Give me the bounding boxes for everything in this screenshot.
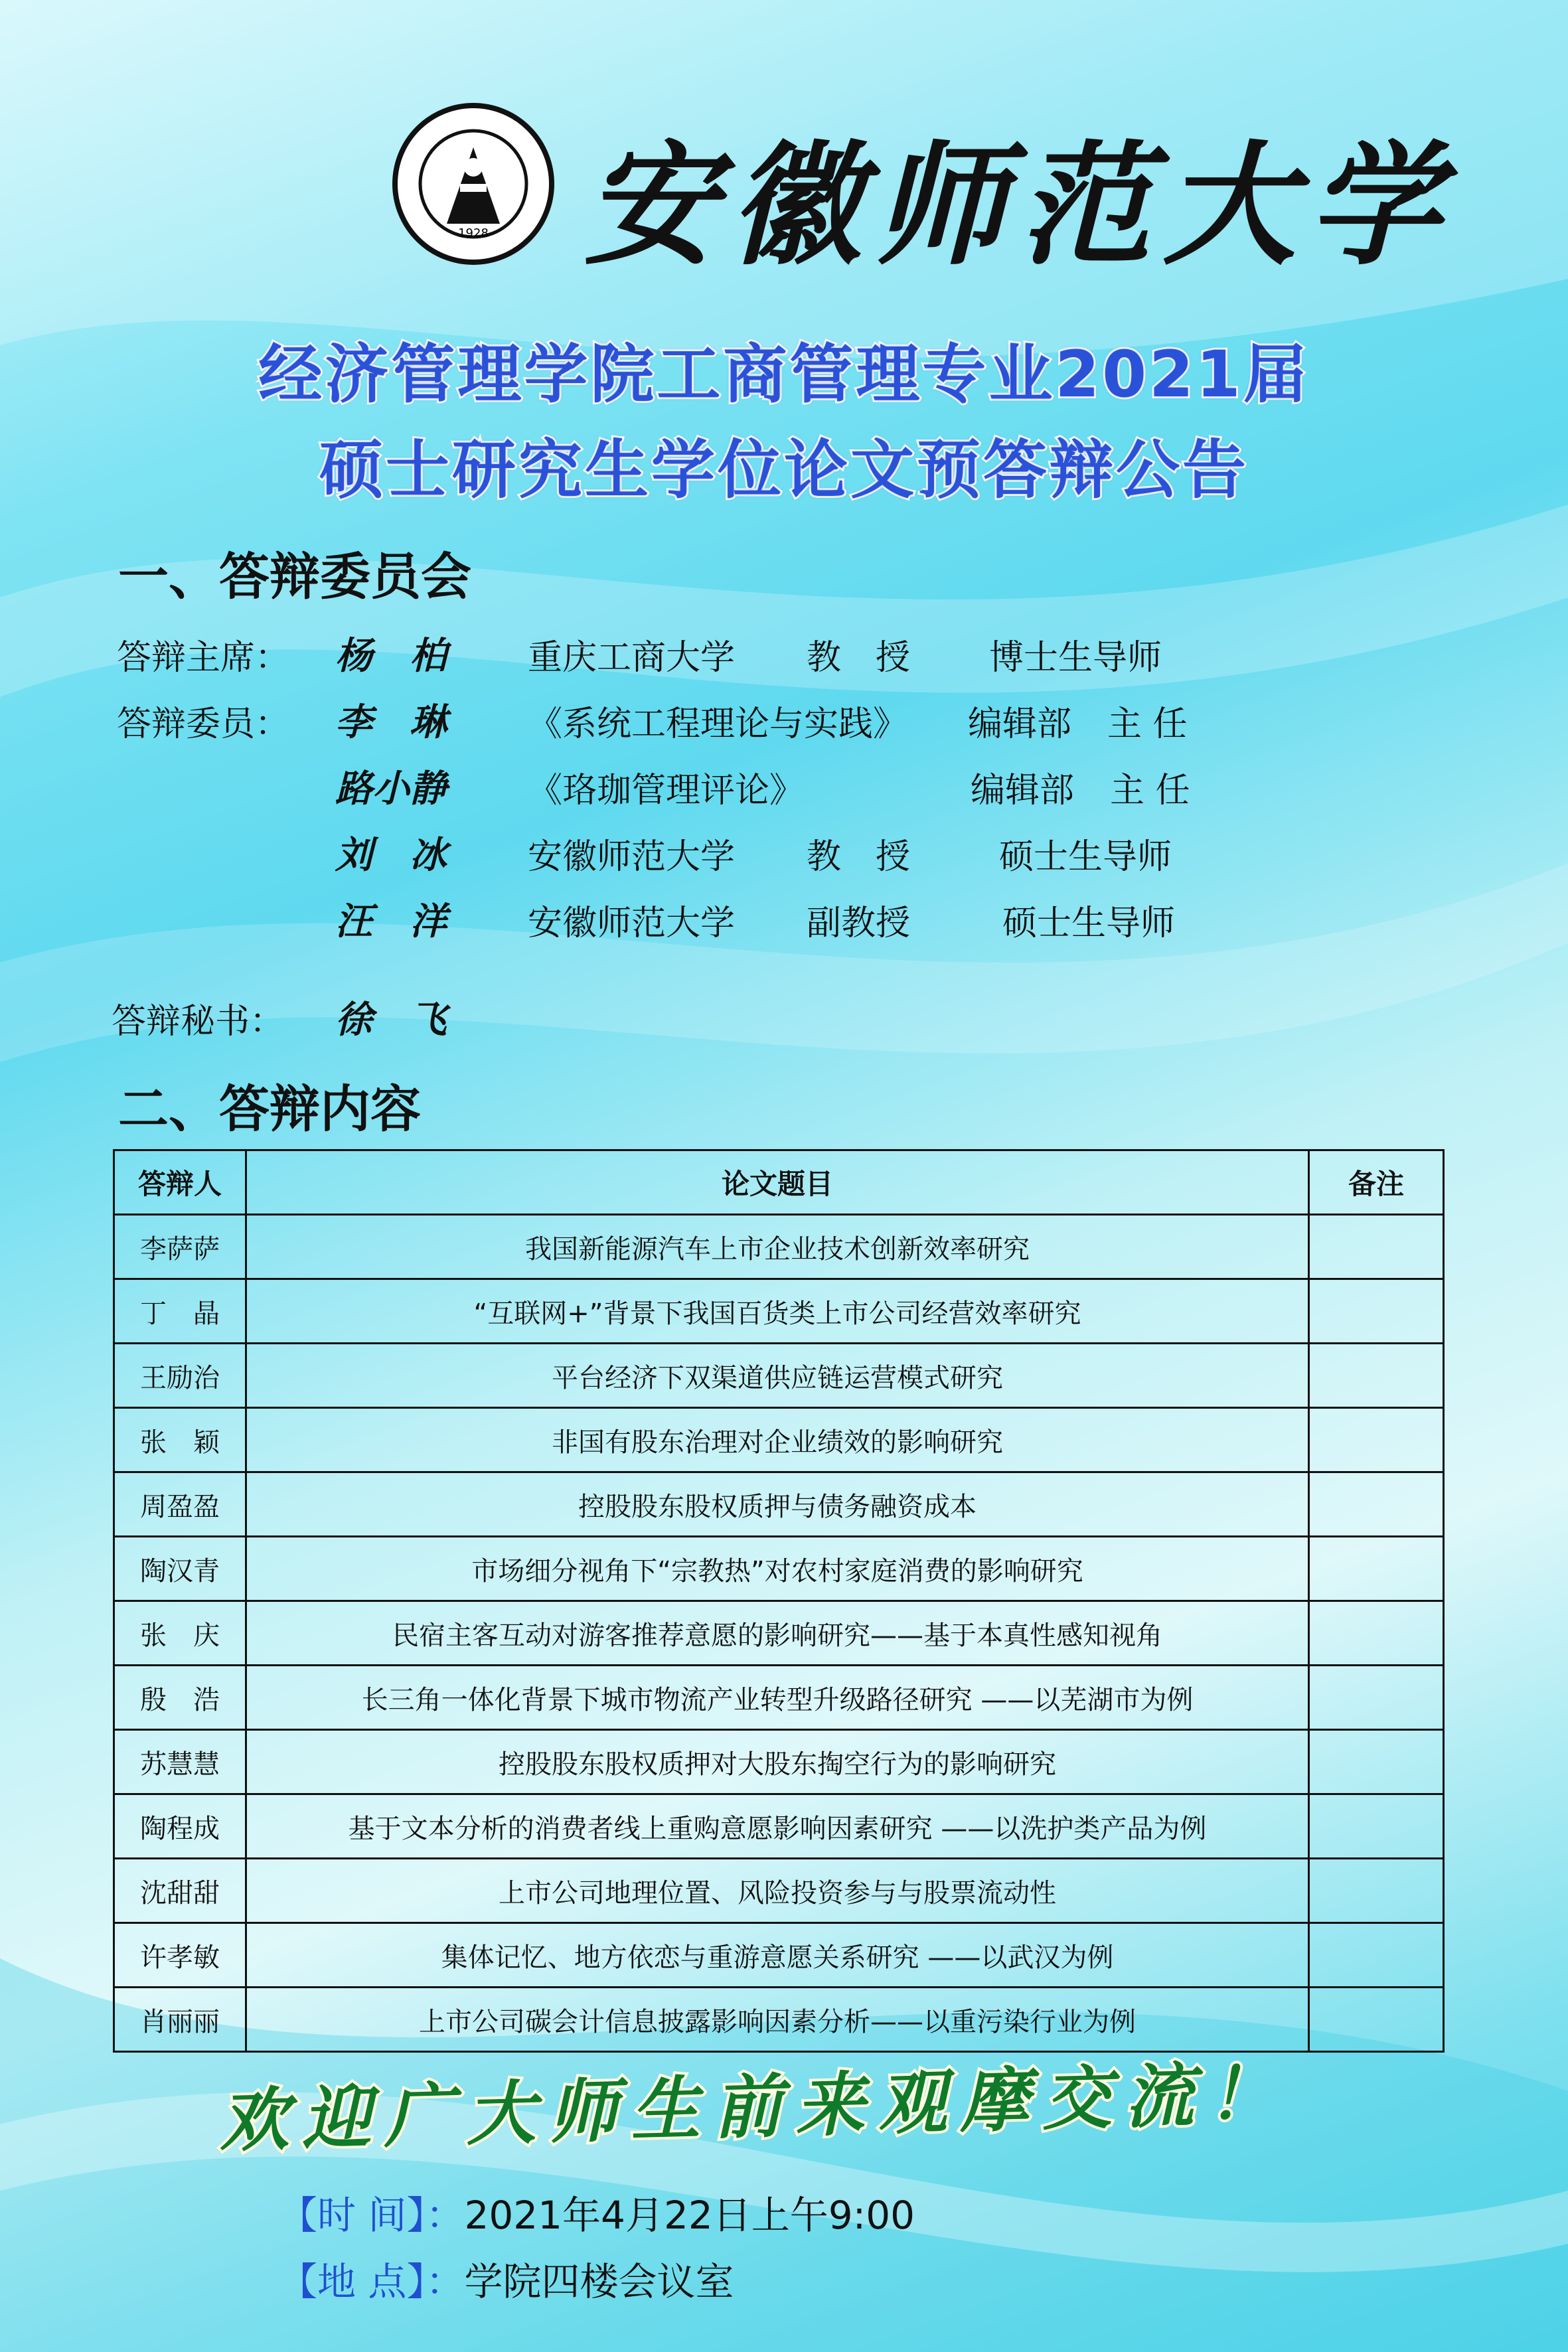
note-cell (1309, 1215, 1444, 1279)
table-row (114, 1730, 1444, 1794)
thesis-topic-cell: 控股股东股权质押对大股东掏空行为的影响研究 (246, 1730, 1309, 1794)
time-label: 【时 间】： (279, 2193, 465, 2238)
table-row (114, 1472, 1444, 1537)
note-cell (1309, 1472, 1444, 1537)
member-title: 编辑部 (971, 771, 1075, 811)
student-name-cell: 王励治 (114, 1344, 246, 1408)
thesis-topic-cell: 上市公司碳会计信息披露影响因素分析——以重污染行业为例 (246, 1988, 1309, 2052)
university-name: 安徽师范大学 (584, 127, 1453, 283)
note-cell (1309, 1344, 1444, 1408)
student-name-cell: 李萨萨 (114, 1215, 246, 1279)
student-name-cell: 沈甜甜 (114, 1859, 246, 1923)
note-cell (1309, 1794, 1444, 1859)
thesis-topic-cell: “互联网+”背景下我国百货类上市公司经营效率研究 (246, 1279, 1309, 1344)
thesis-topic-cell: 控股股东股权质押与债务融资成本 (246, 1472, 1309, 1537)
table-header-row (114, 1150, 1444, 1215)
welcome-banner: 欢迎广大师生前来观摩交流！ (218, 2051, 1291, 2162)
note-cell (1309, 1666, 1444, 1730)
thesis-topic-cell: 平台经济下双渠道供应链运营模式研究 (246, 1344, 1309, 1408)
thesis-topic-cell: 集体记忆、地方依恋与重游意愿关系研究 ——以武汉为例 (246, 1923, 1309, 1988)
note-cell (1309, 1537, 1444, 1601)
member-org: 《珞珈管理评论》 (528, 771, 805, 811)
secretary-name: 徐 飞 (335, 998, 447, 1042)
thesis-topic-cell: 非国有股东治理对企业绩效的影响研究 (246, 1408, 1309, 1472)
thesis-topic-cell: 上市公司地理位置、风险投资参与与股票流动性 (246, 1859, 1309, 1923)
member-title: 副教授 (807, 903, 911, 943)
member-role: 主 任 (1110, 771, 1190, 811)
page-title-line2: 硕士研究生学位论文预答辩公告 (319, 433, 1249, 507)
note-cell (1309, 1601, 1444, 1666)
table-row (114, 1279, 1444, 1344)
member-org: 安徽师范大学 (528, 837, 736, 877)
table-row (114, 1408, 1444, 1472)
table-row (114, 1601, 1444, 1666)
member-role: 主 任 (1107, 704, 1188, 744)
member-title: 教 授 (807, 837, 911, 877)
page-title-line1: 经济管理学院工商管理专业2021届 (258, 337, 1310, 412)
student-name-cell: 苏慧慧 (114, 1730, 246, 1794)
time-line (279, 2184, 915, 2240)
member-title: 编辑部 (968, 704, 1072, 744)
place-line (279, 2250, 734, 2306)
note-cell (1309, 1279, 1444, 1344)
member-org: 安徽师范大学 (528, 903, 736, 943)
defense-table (113, 1149, 1445, 2053)
note-cell (1309, 1859, 1444, 1923)
member-name: 刘 冰 (335, 833, 447, 877)
member-name: 汪 洋 (335, 900, 447, 943)
student-name-cell: 周盈盈 (114, 1472, 246, 1537)
svg-text:1928: 1928 (458, 226, 489, 240)
place-label: 【地 点】： (279, 2259, 465, 2304)
student-name-cell: 丁 晶 (114, 1279, 246, 1344)
student-name-cell: 许孝敏 (114, 1923, 246, 1988)
column-header: 备注 (1309, 1150, 1444, 1215)
thesis-topic-cell: 民宿主客互动对游客推荐意愿的影响研究——基于本真性感知视角 (246, 1601, 1309, 1666)
member-name: 李 琳 (335, 700, 447, 744)
student-name-cell: 肖丽丽 (114, 1988, 246, 2052)
university-seal-logo (390, 101, 556, 267)
secretary-label: 答辩秘书： (112, 1002, 285, 1042)
student-name-cell: 张 庆 (114, 1601, 246, 1666)
table-row (114, 1794, 1444, 1859)
column-header: 论文题目 (246, 1150, 1309, 1215)
thesis-topic-cell: 市场细分视角下“宗教热”对农村家庭消费的影响研究 (246, 1537, 1309, 1601)
content-heading: 二、答辩内容 (118, 1079, 421, 1138)
member-role: 硕士生导师 (1002, 903, 1176, 943)
note-cell (1309, 1730, 1444, 1794)
thesis-topic-cell: 基于文本分析的消费者线上重购意愿影响因素研究 ——以洗护类产品为例 (246, 1794, 1309, 1859)
member-role: 硕士生导师 (999, 837, 1172, 877)
time-value: 2021年4月22日上午9:00 (464, 2193, 915, 2238)
member-name: 路小静 (335, 767, 447, 811)
student-name-cell: 殷 浩 (114, 1666, 246, 1730)
table-row (114, 1537, 1444, 1601)
chair-label: 答辩主席： (117, 638, 290, 678)
committee-heading: 一、答辩委员会 (118, 547, 471, 606)
student-name-cell: 张 颖 (114, 1408, 246, 1472)
column-header: 答辩人 (114, 1150, 246, 1215)
thesis-topic-cell: 我国新能源汽车上市企业技术创新效率研究 (246, 1215, 1309, 1279)
note-cell (1309, 1408, 1444, 1472)
table-row (114, 1666, 1444, 1730)
table-row (114, 1344, 1444, 1408)
place-value: 学院四楼会议室 (464, 2259, 734, 2304)
student-name-cell: 陶汉青 (114, 1537, 246, 1601)
table-row (114, 1215, 1444, 1279)
chair-name: 杨 柏 (335, 634, 447, 678)
chair-org: 重庆工商大学 (528, 638, 736, 678)
chair-role: 博士生导师 (989, 638, 1162, 678)
thesis-topic-cell: 长三角一体化背景下城市物流产业转型升级路径研究 ——以芜湖市为例 (246, 1666, 1309, 1730)
table-row (114, 1923, 1444, 1988)
note-cell (1309, 1923, 1444, 1988)
student-name-cell: 陶程成 (114, 1794, 246, 1859)
member-label: 答辩委员： (117, 704, 290, 744)
note-cell (1309, 1988, 1444, 2052)
chair-title: 教 授 (807, 638, 911, 678)
member-org: 《系统工程理论与实践》 (528, 704, 908, 744)
table-row (114, 1859, 1444, 1923)
